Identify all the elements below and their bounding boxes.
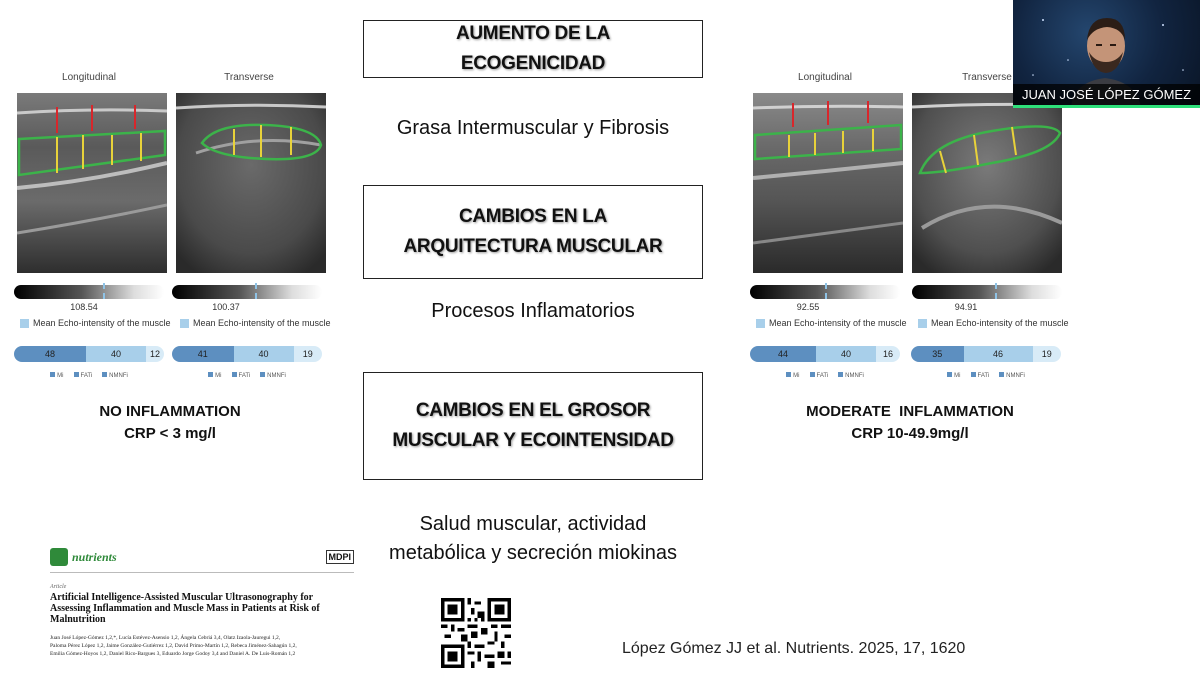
webcam-video-tile[interactable] [1013, 0, 1200, 108]
box3-line2: MUSCULAR Y ECOINTENSIDAD [392, 430, 674, 451]
muscle-health-line2: metabólica y secreción miokinas [389, 542, 677, 564]
legend-swatch [918, 319, 927, 328]
right-trans-echo-scale [912, 285, 1062, 299]
left-long-legend [20, 318, 171, 328]
segment-fati: 40 [86, 346, 146, 362]
right-longitudinal-image [753, 93, 903, 273]
left-trans-legend [180, 318, 331, 328]
legend-swatch [756, 319, 765, 328]
right-long-mini-legend [750, 372, 900, 379]
left-trans-echo-value: 100.37 [212, 302, 240, 312]
architecture-box [363, 185, 703, 279]
left-trans-echo-scale [172, 285, 322, 299]
authors-line2: Paloma Pérez López 1,2, Jaime González-Gutiérrez 1,2, David Primo-Martín 1,2, Rebeca Jiménez-Sahagún 1,2, [50, 643, 297, 649]
qr-code[interactable] [441, 598, 511, 668]
left-ultrasound-panel [14, 70, 334, 370]
webcam-active-border [1013, 105, 1200, 108]
segment-mi: 41 [172, 346, 234, 362]
legend-swatch [20, 319, 29, 328]
right-transverse-image [912, 93, 1062, 273]
right-trans-echo-marker [995, 283, 997, 299]
box2-line2: ARQUITECTURA MUSCULAR [403, 236, 663, 257]
mini-legend-mi: Mi [786, 372, 799, 379]
segment-nmnfi: 19 [294, 346, 323, 362]
left-long-echo-scale [14, 285, 164, 299]
paper-thumbnail [46, 542, 358, 666]
left-trans-echo-marker [255, 283, 257, 299]
right-transverse-label: Transverse [962, 72, 1012, 83]
authors-line3: Emilia Gómez-Hoyos 1,2, Daniel Rico-Bargues 3, Eduardo Jorge Godoy 3,4 and Daniel A. De Luis-Román 1,2 [50, 651, 296, 657]
left-longitudinal-label: Longitudinal [62, 72, 116, 83]
left-condition-line2: CRP < 3 mg/l [124, 425, 216, 442]
segment-mi: 44 [750, 346, 816, 362]
mini-legend-fati: FATi [810, 372, 829, 379]
left-long-composition-bar [14, 346, 164, 362]
left-condition-label [40, 401, 300, 445]
authors-line1: Juan José López-Gómez 1,2,*, Lucía Estévez-Asensio 1,2, Ángela Cebriá 3,4, Olatz Izaola-Jauregui 1,2, [50, 635, 281, 641]
segment-nmnfi: 12 [146, 346, 164, 362]
mini-legend-fati: FATi [74, 372, 93, 379]
right-trans-composition-bar [911, 346, 1061, 362]
segment-fati: 40 [234, 346, 294, 362]
legend-swatch [180, 319, 189, 328]
segment-mi: 35 [911, 346, 964, 362]
left-trans-legend-text: Mean Echo-intensity of the muscle [193, 318, 331, 328]
right-long-legend-text: Mean Echo-intensity of the muscle [769, 318, 907, 328]
muscle-health-text [340, 510, 726, 568]
left-trans-composition-bar [172, 346, 322, 362]
citation-text: López Gómez JJ et al. Nutrients. 2025, 17, 1620 [622, 640, 966, 657]
segment-nmnfi: 19 [1033, 346, 1062, 362]
mdpi-logo: MDPI [326, 550, 355, 564]
mini-legend-mi: Mi [947, 372, 960, 379]
segment-nmnfi: 16 [876, 346, 900, 362]
right-condition-line1: MODERATE INFLAMMATION [806, 403, 1014, 420]
right-long-echo-marker [825, 283, 827, 299]
paper-title: Artificial Intelligence-Assisted Muscular Ultrasonography for Assessing Inflammation and Muscle Mass in Patients at Risk of Malnutrition [50, 592, 320, 625]
inflammatory-text: Procesos Inflamatorios [431, 300, 635, 322]
left-long-echo-marker [103, 283, 105, 299]
thickness-box [363, 372, 703, 480]
box3-line1: CAMBIOS EN EL GROSOR [415, 400, 651, 421]
mini-legend-mi: Mi [208, 372, 221, 379]
mini-legend-nmnfi: NMNFi [838, 372, 864, 379]
segment-fati: 46 [964, 346, 1033, 362]
left-longitudinal-image [17, 93, 167, 273]
right-trans-echo-value: 94.91 [954, 302, 978, 312]
left-transverse-label: Transverse [224, 72, 274, 83]
mini-legend-nmnfi: NMNFi [102, 372, 128, 379]
left-condition-line1: NO INFLAMMATION [99, 403, 241, 420]
left-transverse-image [176, 93, 326, 273]
mini-legend-mi: Mi [50, 372, 63, 379]
nutrients-logo [50, 548, 117, 566]
paper-type: Article [50, 584, 67, 590]
left-long-echo-value: 108.54 [70, 302, 98, 312]
right-trans-legend [918, 318, 1069, 328]
paper-authors [50, 634, 356, 658]
segment-fati: 40 [816, 346, 876, 362]
right-ultrasound-panel [750, 70, 1070, 370]
journal-name: nutrients [72, 549, 117, 564]
right-condition-label [770, 401, 1050, 445]
mini-legend-nmnfi: NMNFi [260, 372, 286, 379]
left-long-mini-legend [14, 372, 164, 379]
mini-legend-fati: FATi [971, 372, 990, 379]
box1-line1: AUMENTO DE LA [455, 23, 611, 44]
box2-line1: CAMBIOS EN LA [458, 206, 608, 227]
participant-name-label: JUAN JOSÉ LÓPEZ GÓMEZ [1013, 84, 1200, 106]
right-trans-mini-legend [911, 372, 1061, 379]
box1-line2: ECOGENICIDAD [460, 53, 606, 74]
fat-fibrosis-text: Grasa Intermuscular y Fibrosis [396, 117, 670, 139]
left-trans-mini-legend [172, 372, 322, 379]
right-long-echo-value: 92.55 [796, 302, 820, 312]
right-long-legend [756, 318, 907, 328]
paper-divider [50, 572, 354, 573]
right-trans-legend-text: Mean Echo-intensity of the muscle [931, 318, 1069, 328]
right-long-composition-bar [750, 346, 900, 362]
right-condition-line2: CRP 10-49.9mg/l [851, 425, 969, 442]
mini-legend-nmnfi: NMNFi [999, 372, 1025, 379]
segment-mi: 48 [14, 346, 86, 362]
left-long-legend-text: Mean Echo-intensity of the muscle [33, 318, 171, 328]
right-longitudinal-label: Longitudinal [798, 72, 852, 83]
muscle-health-line1: Salud muscular, actividad [419, 513, 647, 535]
ecogenicity-box [363, 20, 703, 78]
nutrients-leaf-icon [50, 548, 68, 566]
mini-legend-fati: FATi [232, 372, 251, 379]
